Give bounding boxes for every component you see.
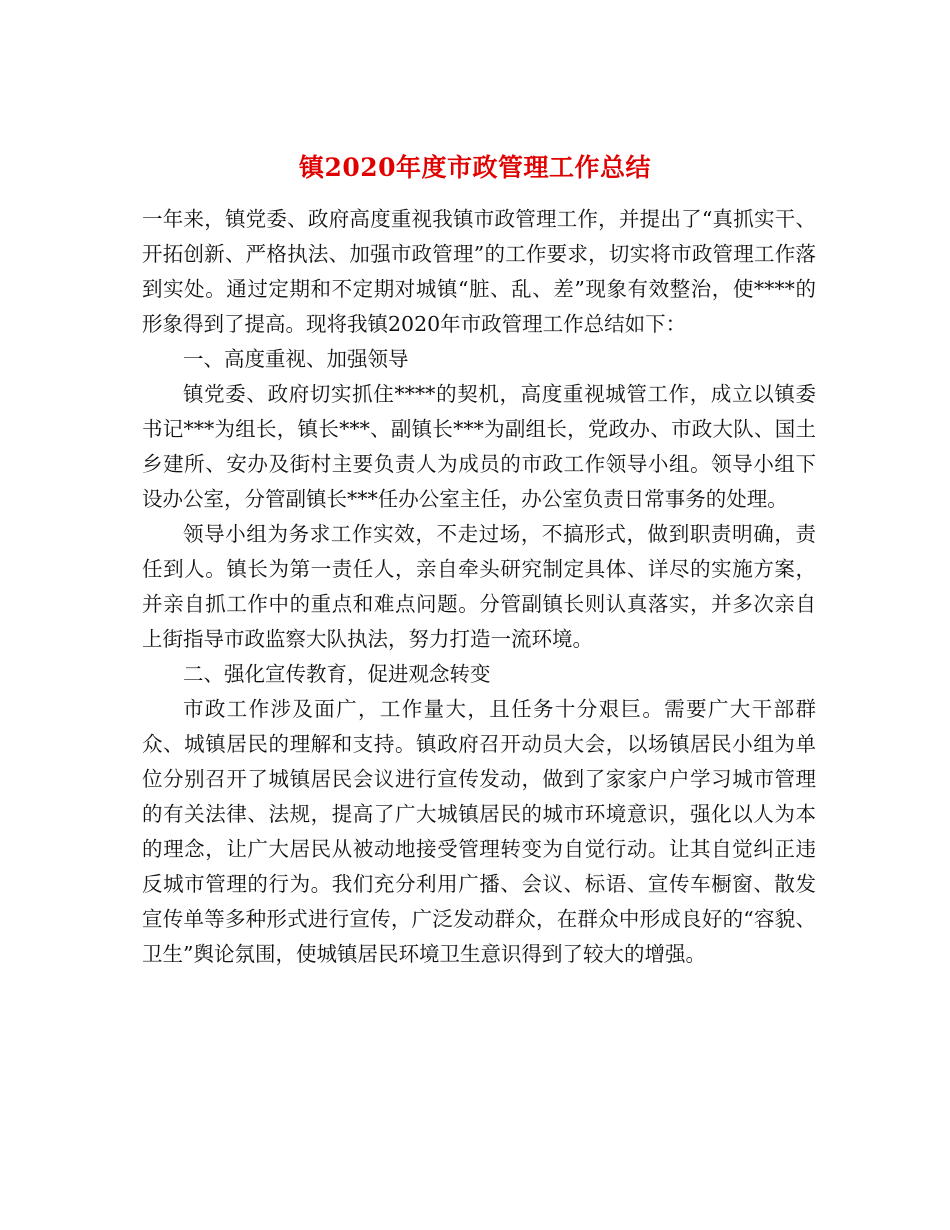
document-title: 镇2020年度市政管理工作总结: [298, 152, 652, 182]
body-paragraph: 领导小组为务求工作实效，不走过场，不搞形式，做到职责明确，责任到人。镇长为第一责任人，亲自牵头研究制定具体、详尽的实施方案，并亲自抓工作中的重点和难点问题。分管副镇长则认真落实，并多次亲自上街指导市政监察大队执法，努力打造一流环境。: [142, 522, 816, 651]
section-heading-1: 一、高度重视、加强领导: [183, 347, 409, 371]
document-body: [142, 202, 816, 972]
intro-paragraph: 一年来，镇党委、政府高度重视我镇市政管理工作，并提出了“真抓实干、开拓创新、严格执法、加强市政管理”的工作要求，切实将市政管理工作落到实处。通过定期和不定期对城镇“脏、乱、差”现象有效整治，使****的形象得到了提高。现将我镇2020年市政管理工作总结如下：: [142, 207, 816, 336]
body-paragraph: 市政工作涉及面广，工作量大，且任务十分艰巨。需要广大干部群众、城镇居民的理解和支持。镇政府召开动员大会，以场镇居民小组为单位分别召开了城镇居民会议进行宣传发动，做到了家家户户学习城市管理的有关法律、法规，提高了广大城镇居民的城市环境意识，强化以人为本的理念，让广大居民从被动地接受管理转变为自觉行动。让其自觉纠正违反城市管理的行为。我们充分利用广播、会议、标语、宣传车橱窗、散发宣传单等多种形式进行宣传，广泛发动群众，在群众中形成良好的“容貌、卫生”舆论氛围，使城镇居民环境卫生意识得到了较大的增强。: [142, 697, 816, 966]
section-heading-2: 二、强化宣传教育，促进观念转变: [183, 662, 491, 686]
body-paragraph: 镇党委、政府切实抓住****的契机，高度重视城管工作，成立以镇委书记***为组长，镇长***、副镇长***为副组长，党政办、市政大队、国土乡建所、安办及街村主要负责人为成员的市政工作领导小组。领导小组下设办公室，分管副镇长***任办公室主任，办公室负责日常事务的处理。: [142, 382, 816, 511]
